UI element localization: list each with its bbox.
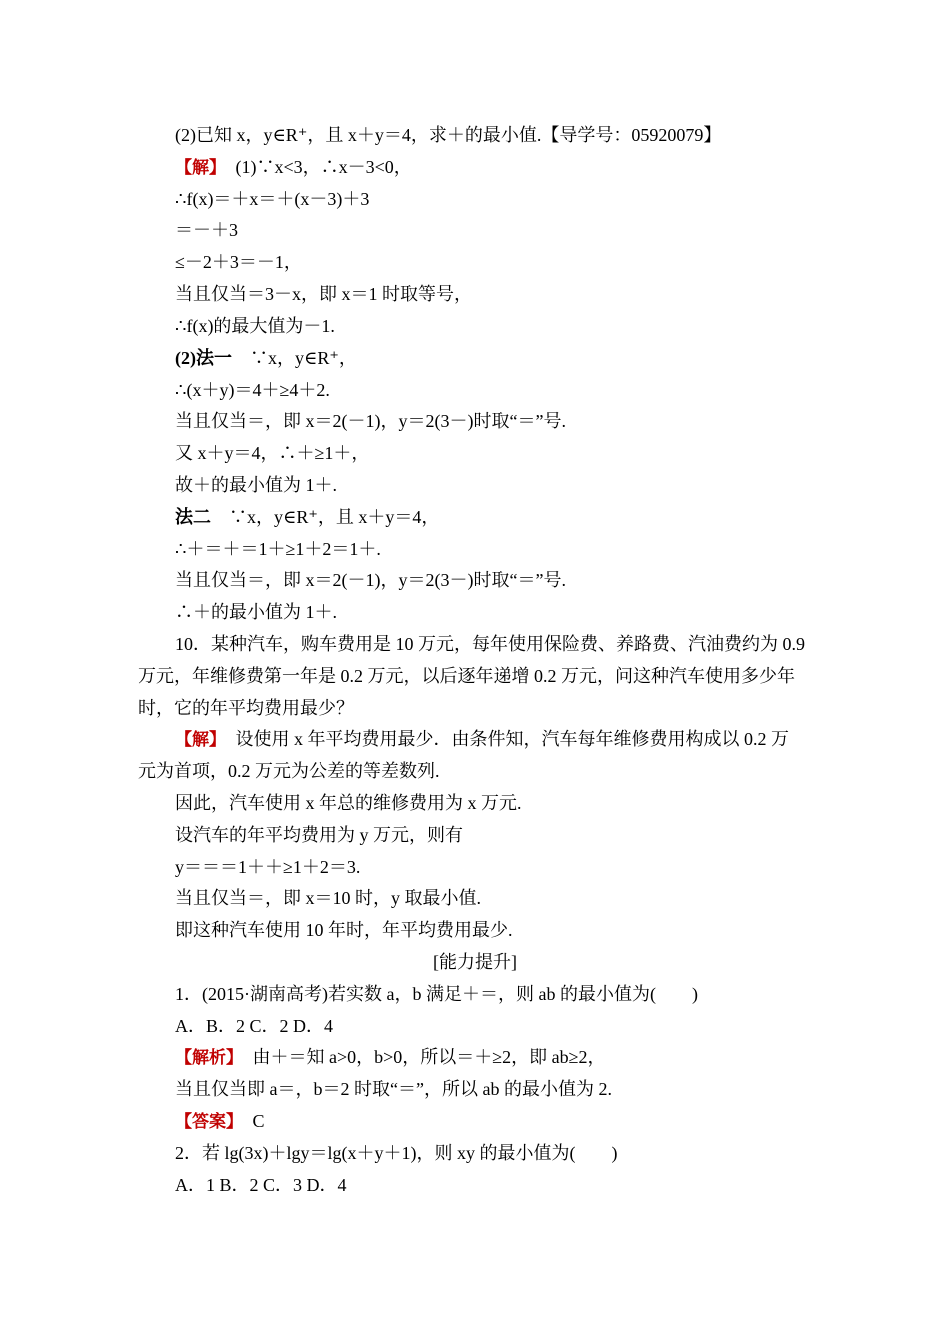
method-label: (2)法一: [175, 348, 232, 368]
text-line: 当且仅当＝，即 x＝10 时，y 取最小值.: [175, 888, 481, 908]
text-line: ∴(x＋y)＝4＋≥4＋2.: [175, 380, 330, 400]
text-content: ∵x，y∈R⁺，且 x＋y＝4，: [211, 507, 440, 527]
text-line: [175, 506, 439, 528]
text-line: y＝＝＝1＋＋≥1＋2＝3.: [175, 857, 361, 877]
text-line: 又 x＋y＝4，∴＋≥1＋，: [175, 443, 370, 463]
method-label: 法二: [175, 507, 211, 527]
text-line: ＝－＋3: [175, 220, 238, 240]
text-content: ∵x，y∈R⁺，: [232, 348, 357, 368]
text-line: [175, 728, 789, 751]
text-line: 万元，年维修费第一年是 0.2 万元，以后逐年递增 0.2 万元，问这种汽车使用多少年: [138, 666, 795, 686]
text-line: 10．某种汽车，购车费用是 10 万元，每年使用保险费、养路费、汽油费约为 0.9: [175, 634, 805, 654]
text-content: C: [234, 1111, 265, 1131]
text-line: 当且仅当即 a＝，b＝2 时取“＝”，所以 ab 的最小值为 2.: [175, 1079, 612, 1099]
text-line: ∴f(x)＝＋x＝＋(x－3)＋3: [175, 189, 370, 209]
text-line: 设汽车的年平均费用为 y 万元，则有: [175, 825, 463, 845]
text-line: 当且仅当＝3－x，即 x＝1 时取等号，: [175, 284, 472, 304]
section-heading: [能力提升]: [433, 952, 517, 972]
text-line: 即这种汽车使用 10 年时，年平均费用最少.: [175, 920, 513, 940]
text-line: [175, 156, 412, 179]
text-content: (1)∵x<3，∴x－3<0，: [217, 157, 412, 177]
text-line: A．1 B．2 C．3 D．4: [175, 1175, 347, 1195]
text-line: ∴＋的最小值为 1＋.: [175, 602, 337, 622]
text-line: 因此，汽车使用 x 年总的维修费用为 x 万元.: [175, 793, 522, 813]
answer-tag: 【答案】: [175, 1112, 235, 1132]
text-line: [175, 1110, 265, 1133]
text-line: 元为首项，0.2 万元为公差的等差数列.: [138, 761, 440, 781]
text-line: (2)已知 x，y∈R⁺，且 x＋y＝4，求＋的最小值.【导学号：05920079】: [175, 125, 722, 145]
text-line: 当且仅当＝，即 x＝2(－1)，y＝2(3－)时取“＝”号.: [175, 411, 566, 431]
text-line: ≤－2＋3＝－1，: [175, 252, 302, 272]
text-line: 当且仅当＝，即 x＝2(－1)，y＝2(3－)时取“＝”号.: [175, 570, 566, 590]
text-content: 由＋＝知 a>0，b>0，所以＝＋≥2，即 ab≥2，: [234, 1047, 606, 1067]
text-line: ∴f(x)的最大值为－1.: [175, 316, 335, 336]
text-line: ∴＋＝＋＝1＋≥1＋2＝1＋.: [175, 539, 381, 559]
text-line: A．B．2 C．2 D．4: [175, 1016, 334, 1036]
analysis-tag: 【解析】: [175, 1048, 235, 1068]
text-line: 1．(2015·湖南高考)若实数 a，b 满足＋＝，则 ab 的最小值为( ): [175, 984, 698, 1004]
text-line: 时，它的年平均费用最少？: [138, 698, 354, 718]
text-line: 2．若 lg(3x)＋lgy＝lg(x＋y＋1)，则 xy 的最小值为( ): [175, 1143, 618, 1163]
text-content: 设使用 x 年平均费用最少．由条件知，汽车每年维修费用构成以 0.2 万: [217, 729, 789, 749]
solution-tag: 【解】: [175, 730, 218, 750]
text-line: [175, 347, 357, 369]
text-line: 故＋的最小值为 1＋.: [175, 475, 337, 495]
text-line: [175, 1046, 606, 1069]
solution-tag: 【解】: [175, 158, 218, 178]
